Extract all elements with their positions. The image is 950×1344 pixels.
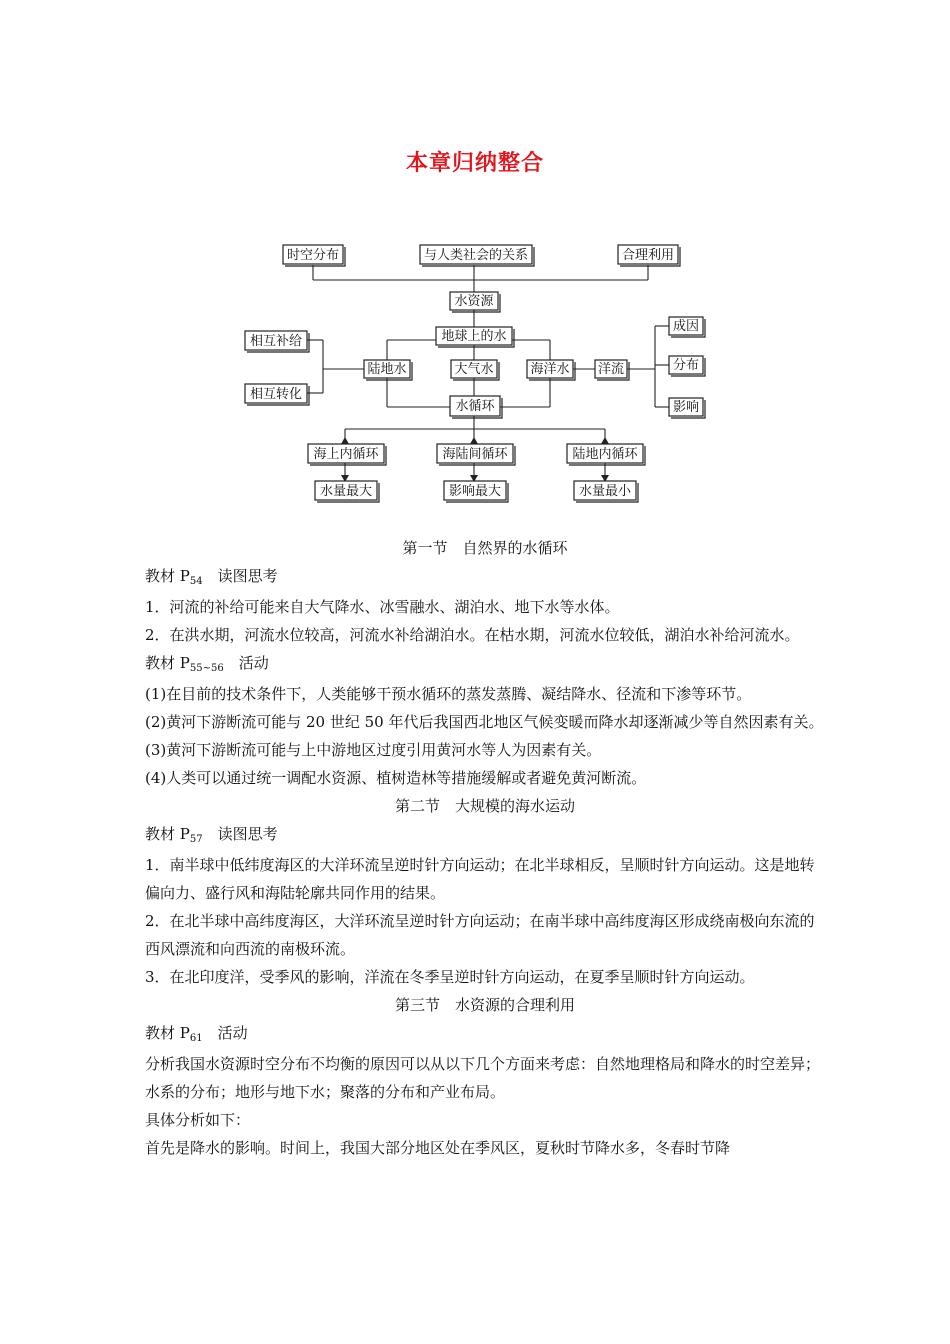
svg-text:水循环: 水循环 [455,399,495,414]
textbook-ref: 教材 $P_{55\sim 56}$ 活动 [145,654,269,674]
svg-text:相互补给: 相互补给 [249,334,303,349]
textbook-ref: 教材 $P_{57}$ 读图思考 [145,825,278,845]
svg-text:相互转化: 相互转化 [249,387,303,402]
svg-text:海上内循环: 海上内循环 [313,447,379,462]
svg-text:海陆间循环: 海陆间循环 [442,447,508,462]
svg-text:洋流: 洋流 [597,362,625,377]
box-top-right [618,245,680,266]
paragraph: (3)黄河下游断流可能与上中游地区过度引用黄河水等人为因素有关。 [145,741,602,759]
diagram-boxes [245,245,705,502]
svg-text:影响: 影响 [672,400,700,415]
box-ocean-current [595,360,629,380]
paragraph: (1)在目前的技术条件下，人类能够干预水循环的蒸发蒸腾、凝结降水、径流和下渗等环节。 [145,685,752,703]
svg-text:海洋水: 海洋水 [530,362,570,377]
box-top-left [283,245,345,266]
svg-text:合理利用: 合理利用 [621,248,675,263]
box-distribution [669,356,705,376]
box-sea-land-cycle [437,444,515,465]
svg-text:影响最大: 影响最大 [448,484,502,499]
paragraph: 1．南半球中低纬度海区的大洋环流呈逆时针方向运动；在北半球相反，呈顺时针方向运动。这是地转偏向力、盛行风和海陆轮廓共同作用的结果。 [145,856,815,902]
knowledge-diagram [0,230,950,510]
page-title: 本章归纳整合 [405,150,544,176]
box-mutual-transform [245,384,309,405]
textbook-ref: 教材 $P_{54}$ 读图思考 [145,567,278,587]
section-heading-3: 第三节 水资源的合理利用 [394,996,575,1014]
box-water-cycle [450,396,502,418]
box-atmos-water [451,360,499,380]
box-top-center [420,245,534,266]
box-land-water [364,360,412,380]
box-ocean-water [527,360,575,380]
box-max-influence [444,481,508,502]
box-sea-cycle [308,444,386,465]
svg-text:大气水: 大气水 [454,362,494,377]
svg-text:水资源: 水资源 [454,294,494,309]
box-max-volume [315,481,379,502]
svg-text:水量最小: 水量最小 [578,484,632,499]
paragraph: 2．在北半球中高纬度海区，大洋环流呈逆时针方向运动；在南半球中高纬度海区形成绕南极向东流的西风漂流和向西流的南极环流。 [145,912,815,958]
box-earth-water [436,327,514,347]
document-body [145,534,825,1162]
paragraph: (4)人类可以通过统一调配水资源、植树造林等措施缓解或者避免黄河断流。 [145,769,647,787]
svg-text:陆地内循环: 陆地内循环 [572,447,638,462]
paragraph: 2．在洪水期，河流水位较高，河流水补给湖泊水。在枯水期，河流水位较低，湖泊水补给河流水。 [145,626,800,644]
paragraph: 具体分析如下： [145,1111,251,1129]
svg-text:成因: 成因 [672,319,700,334]
paragraph: 3．在北印度洋，受季风的影响，洋流在冬季呈逆时针方向运动，在夏季呈顺时针方向运动。 [145,968,755,986]
box-water-resources [450,292,500,312]
box-land-cycle [567,444,645,465]
box-cause [669,317,705,337]
paragraph: 分析我国水资源时空分布不均衡的原因可以从以下几个方面来考虑：自然地理格局和降水的时空差异；水系的分布；地形与地下水；聚落的分布和产业布局。 [145,1055,821,1101]
svg-text:陆地水: 陆地水 [367,362,407,377]
paragraph: (2)黄河下游断流可能与 20 世纪 50 年代后我国西北地区气候变暖而降水却逐渐减少等自然因素有关。 [145,713,824,731]
box-min-volume [574,481,638,502]
box-influence [669,398,705,418]
paragraph: 1．河流的补给可能来自大气降水、冰雪融水、湖泊水、地下水等水体。 [145,598,620,616]
box-mutual-supply [245,331,309,352]
section-heading-1: 第一节 自然界的水循环 [402,539,568,557]
svg-text:地球上的水: 地球上的水 [441,329,507,344]
svg-text:水量最大: 水量最大 [319,484,373,499]
svg-text:时空分布: 时空分布 [286,248,340,263]
textbook-ref: 教材 $P_{61}$ 活动 [145,1024,248,1044]
paragraph: 首先是降水的影响。时间上，我国大部分地区处在季风区，夏秋时节降水多，冬春时节降 [145,1139,731,1157]
svg-text:分布: 分布 [672,358,700,373]
section-heading-2: 第二节 大规模的海水运动 [394,797,575,815]
svg-text:与人类社会的关系: 与人类社会的关系 [423,248,529,263]
